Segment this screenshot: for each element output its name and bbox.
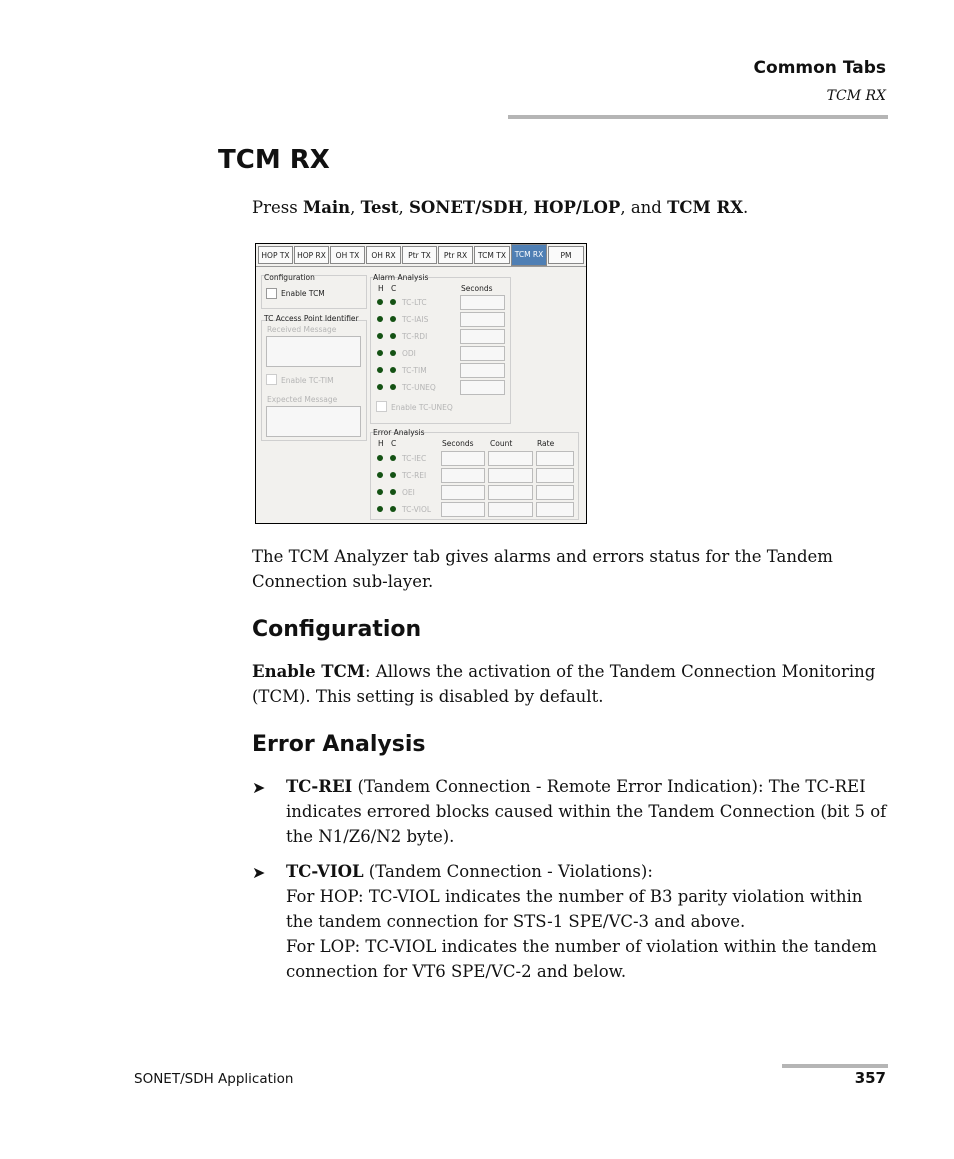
error-h-led	[377, 472, 383, 478]
intro-and: , and	[620, 198, 668, 217]
error-rate-field	[536, 451, 574, 466]
alarm-label: TC-TIM	[402, 366, 427, 375]
error-rate-field	[536, 468, 574, 483]
alarm-label: TC-LTC	[402, 298, 427, 307]
tab-pm[interactable]: PM	[548, 246, 584, 264]
tc-api-group-title: TC Access Point Identifier	[264, 314, 359, 323]
configuration-text: : Allows the activation of the Tandem Connection Monitoring (TCM). This setting is disabled by default.	[252, 662, 876, 706]
alarm-seconds-field	[460, 380, 505, 395]
error-analysis-heading: Error Analysis	[252, 732, 426, 757]
error-seconds-field	[441, 485, 485, 500]
intro-paragraph	[252, 195, 892, 220]
alarm-seconds-field	[460, 329, 505, 344]
tab-oh-rx[interactable]: OH RX	[366, 246, 401, 264]
page-title: TCM RX	[218, 145, 330, 175]
alarm-c-led	[390, 384, 396, 390]
tab-bar	[256, 244, 586, 267]
tab-oh-tx[interactable]: OH TX	[330, 246, 365, 264]
enable-tc-uneq-checkbox[interactable]	[376, 401, 387, 412]
error-h-led	[377, 489, 383, 495]
intro-end: .	[743, 198, 749, 217]
error-count-field	[488, 451, 533, 466]
bullet-arrow-icon: ➤	[252, 778, 266, 797]
header-subsection: TCM RX	[826, 88, 886, 104]
error-seconds-field	[441, 502, 485, 517]
error-col-count: Count	[490, 439, 513, 448]
tab-ptr-tx[interactable]: Ptr TX	[402, 246, 437, 264]
error-seconds-field	[441, 468, 485, 483]
configuration-term: Enable TCM	[252, 662, 365, 681]
error-c-led	[390, 506, 396, 512]
error-rate-field	[536, 485, 574, 500]
enable-tc-tim-checkbox[interactable]	[266, 374, 277, 385]
error-count-field	[488, 468, 533, 483]
alarm-seconds-field	[460, 312, 505, 327]
intro-press: Press	[252, 198, 303, 217]
header-section: Common Tabs	[753, 58, 886, 78]
page-number: 357	[854, 1069, 886, 1087]
expected-message-field[interactable]	[266, 406, 361, 437]
received-message-label: Received Message	[267, 325, 337, 334]
error-col-seconds: Seconds	[442, 439, 474, 448]
error-h-led	[377, 506, 383, 512]
enable-tcm-checkbox[interactable]	[266, 288, 277, 299]
enable-tc-uneq-label: Enable TC-UNEQ	[391, 403, 453, 412]
enable-tc-tim-label: Enable TC-TIM	[281, 376, 334, 385]
tab-tcm-rx[interactable]: TCM RX	[511, 244, 547, 266]
expected-message-label: Expected Message	[267, 395, 338, 404]
description-paragraph: The TCM Analyzer tab gives alarms and errors status for the Tandem Connection sub-layer.	[252, 547, 833, 591]
alarm-h-led	[377, 316, 383, 322]
configuration-group-title: Configuration	[264, 273, 315, 282]
intro-sep2: ,	[398, 198, 409, 217]
alarm-seconds-field	[460, 295, 505, 310]
tab-hop-rx[interactable]: HOP RX	[294, 246, 329, 264]
error-item-line3: For LOP: TC-VIOL indicates the number of violation within the tandem connection for VT6 SPE/VC-2 and below.	[286, 937, 877, 981]
tab-ptr-rx[interactable]: Ptr RX	[438, 246, 473, 264]
intro-sep3: ,	[523, 198, 534, 217]
error-item-text: (Tandem Connection - Violations):	[363, 862, 653, 881]
alarm-col-seconds: Seconds	[461, 284, 493, 293]
error-count-field	[488, 502, 533, 517]
footer-rule	[782, 1064, 888, 1068]
alarm-label: TC-IAIS	[402, 315, 429, 324]
tab-tcm-tx[interactable]: TCM TX	[474, 246, 510, 264]
alarm-c-led	[390, 350, 396, 356]
intro-test: Test	[360, 198, 399, 217]
error-c-led	[390, 489, 396, 495]
alarm-h-led	[377, 333, 383, 339]
alarm-label: TC-RDI	[402, 332, 428, 341]
tcm-rx-screenshot	[255, 243, 587, 524]
intro-main: Main	[302, 198, 351, 217]
alarm-c-led	[390, 299, 396, 305]
header-rule	[508, 115, 888, 119]
alarm-c-led	[390, 367, 396, 373]
alarm-label: TC-UNEQ	[402, 383, 436, 392]
error-item-text: (Tandem Connection - Remote Error Indication): The TC-REI indicates errored blocks caused within the Tandem Connection (bit 5 of the N1/Z6/N2 byte).	[286, 777, 887, 846]
intro-tcm: TCM RX	[667, 198, 744, 217]
intro-sep1: ,	[350, 198, 361, 217]
bullet-arrow-icon: ➤	[252, 863, 266, 882]
alarm-col-h: H	[378, 284, 384, 293]
footer-document-title: SONET/SDH Application	[134, 1071, 294, 1087]
intro-sonet: SONET/SDH	[408, 198, 524, 217]
error-c-led	[390, 472, 396, 478]
error-col-h: H	[378, 439, 384, 448]
received-message-field	[266, 336, 361, 367]
alarm-seconds-field	[460, 346, 505, 361]
error-label: OEI	[402, 488, 415, 497]
alarm-label: ODI	[402, 349, 416, 358]
configuration-paragraph	[252, 659, 892, 709]
tab-hop-tx[interactable]: HOP TX	[258, 246, 293, 264]
alarm-c-led	[390, 333, 396, 339]
error-c-led	[390, 455, 396, 461]
error-rate-field	[536, 502, 574, 517]
error-col-c: C	[391, 439, 397, 448]
error-col-rate: Rate	[537, 439, 555, 448]
alarm-h-led	[377, 367, 383, 373]
alarm-col-c: C	[391, 284, 397, 293]
error-item-line1	[286, 859, 891, 884]
error-item-tc-rei	[286, 774, 891, 849]
alarm-seconds-field	[460, 363, 505, 378]
error-label: TC-VIOL	[402, 505, 432, 514]
alarm-h-led	[377, 350, 383, 356]
error-item-term: TC-VIOL	[286, 862, 364, 881]
alarm-h-led	[377, 384, 383, 390]
error-label: TC-REI	[402, 471, 427, 480]
alarm-h-led	[377, 299, 383, 305]
error-seconds-field	[441, 451, 485, 466]
error-item-term: TC-REI	[286, 777, 353, 796]
error-count-field	[488, 485, 533, 500]
error-analysis-title: Error Analysis	[373, 428, 425, 437]
error-item-tc-viol	[286, 859, 891, 984]
error-label: TC-IEC	[402, 454, 427, 463]
error-item-line2: For HOP: TC-VIOL indicates the number of B3 parity violation within the tandem connection for STS-1 SPE/VC-3 and above.	[286, 887, 863, 931]
enable-tcm-label: Enable TCM	[281, 289, 325, 298]
configuration-heading: Configuration	[252, 617, 422, 642]
alarm-c-led	[390, 316, 396, 322]
error-h-led	[377, 455, 383, 461]
alarm-analysis-title: Alarm Analysis	[373, 273, 429, 282]
intro-hop: HOP/LOP	[533, 198, 621, 217]
